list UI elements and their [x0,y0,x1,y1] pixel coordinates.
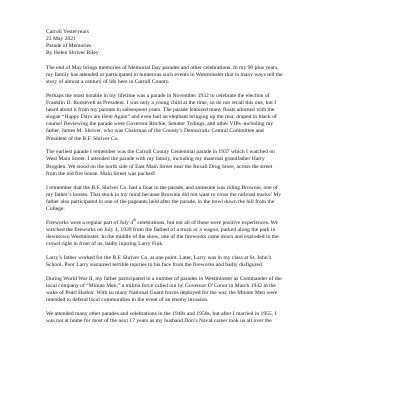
text-line: slogan “Happy Days are Here Again” and even had an elephant bringing up the rear, draped in black of [46,114,277,121]
text-line: President of the B.F. Shriver Co. [46,135,119,142]
text-line: father, James M. Shriver, who was Chairman of the County’s Democratic Central Committee and [46,128,264,135]
text-line: Fireworks were a regular part of July 4th celebrations, but not all of these were positive experiences. We [46,217,278,226]
text-line: crowd right in front of us, badly injuring Larry Fink. [46,240,164,247]
paragraph [46,185,364,213]
text-line: School. Poor Larry sustained terrible injuries to his face from the fireworks and badly disfigured. [46,261,264,268]
text-line: I remember that the B.F. Shriver Co. had a float in the parade, and someone was riding Brownie, one of [46,184,278,191]
text-line: intended to defend local communities in the event of an enemy invasion. [46,296,209,303]
article-title: Parade of Memories [46,43,92,50]
text-line: local company of “Minute Men,” a militia force called out by Governor O’Conor in March 1942 in the [46,282,276,289]
article-header [46,29,364,57]
article-date: 23 May 2021 [46,36,76,43]
text-line: Larry’s father worked for the B.F. Shriver Co. at one point. Later, Larry was in my class at St. John’s [46,254,272,261]
paragraph [46,217,364,248]
text-line: We attended many other parades and celebrations in the 1940s and 1950s, but after I married in 1955, I [46,310,277,317]
paragraph [46,93,364,142]
text-line: story of almost a century of life here in Carroll County. [46,79,170,86]
text-line: was not at home for most of the next 17 years as my husband Don’s Naval career took us all over the [46,317,272,324]
text-line: watched the fireworks on July 4, 1939 from the flatbed of a truck or a wagon, parked along the park in [46,226,276,233]
text-line: The end of May brings memories of Memorial Day parades and other celebrations. In my 90 plus years, [46,65,279,72]
article-byline: By Helen Shriver Riley [46,50,99,57]
text-line: Brogden. We stood on the north side of East Main Street near the Rexall Drug Store, across the street [46,163,273,170]
paragraph [46,65,364,86]
text-line: The earliest parade I remember was the Carroll County Centennial parade in 1937 which I watched on [46,149,275,156]
article-paragraphs [46,65,364,325]
text-line: from the old fire house. Main Street was packed! [46,170,156,177]
text-line: course! Reviewing the parade were Governor Ritchie, Senator Tydings, and other VIPs–including my [46,121,274,128]
article-body [46,29,364,332]
text-line: my father’s horses. That stuck in my mind because Brownie did not want to cross the railroad tracks! My [46,191,282,198]
text-line: my family has attended or participated in numerous such events in Westminster that in many ways tell the [46,72,283,79]
paragraph [46,149,364,177]
paragraph [46,276,364,304]
text-line: West Main Street. I attended the parade with my family, including my maternal grandfather Harry [46,156,265,163]
text-line: College. [46,205,65,212]
text-line: Franklin D. Roosevelt as President. I was only a young child at the time, so do not recall this one, but I [46,100,277,107]
column-name: Carroll Yesteryears [46,29,89,35]
text-line: wake of Pearl Harbor. With so many National Guard forces deployed for the war, the Minute Men were [46,289,278,296]
text-line: father also participated in one of the pageants held after the parade, in the bowl down the hill from the [46,198,275,205]
paragraph [46,311,364,325]
text-line: Perhaps the most notable in my lifetime was a parade in November 1932 to celebrate the election of [46,93,270,100]
text-line: heard about it from my parents in subsequent years. The parade featured many floats adorned with the [46,107,275,114]
text-line: During World War II, my father participated in a number of parades in Westminster as Commander of the [46,275,282,282]
paragraph [46,255,364,269]
text-line: downtown Westminster. In the middle of the show, one of the fireworks came down and exploded in the [46,233,279,240]
